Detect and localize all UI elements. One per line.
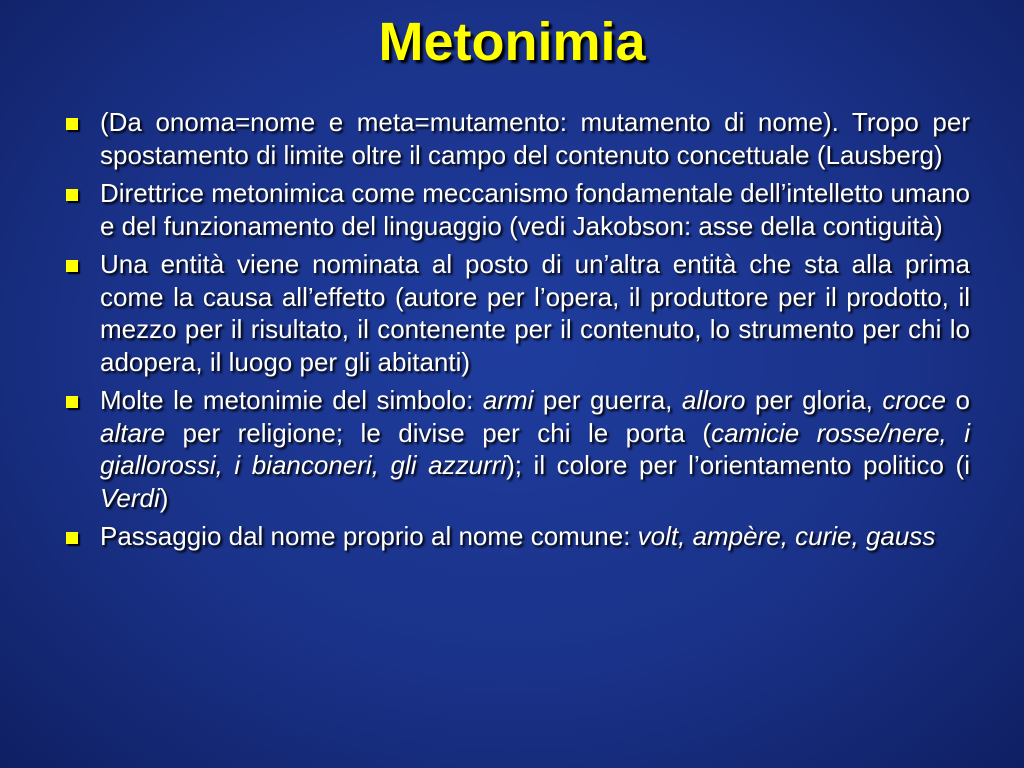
square-bullet-icon xyxy=(66,260,78,272)
bullet-text xyxy=(100,178,970,241)
bullet-segment-italic: volt, ampère, curie, gauss xyxy=(637,521,936,551)
bullet-item xyxy=(60,248,970,378)
bullet-item xyxy=(60,520,970,553)
bullet-segment: ) xyxy=(159,482,169,513)
bullet-text xyxy=(100,385,970,513)
square-bullet-icon xyxy=(66,396,78,408)
bullet-segment: Passaggio dal nome proprio al nome comune: xyxy=(100,521,638,551)
bullet-segment-italic: altare xyxy=(100,417,166,448)
bullet-segment: Molte le metonimie del simbolo: xyxy=(100,385,483,415)
bullet-text xyxy=(100,249,970,377)
bullet-segment: per religione; le divise per chi le porta ( xyxy=(165,417,712,448)
square-bullet-icon xyxy=(66,532,78,544)
bullet-segment: (Da onoma=nome e meta=mutamento: mutamento di nome). Tropo per spostamento di limite oltre il campo del contenuto concettuale (Lausberg) xyxy=(100,107,970,170)
bullet-segment-italic: Verdi xyxy=(100,482,160,513)
bullet-text xyxy=(100,107,970,170)
bullet-segment-italic: alloro xyxy=(681,385,746,415)
bullet-item xyxy=(60,177,970,242)
bullet-segment: o xyxy=(946,385,970,415)
slide-title: Metonimia xyxy=(378,12,646,72)
bullet-item xyxy=(60,384,970,514)
bullet-segment: Direttrice metonimica come meccanismo fondamentale dell’intelletto umano e del funzionamento del linguaggio (vedi Jakobson: asse della contiguità) xyxy=(100,178,970,241)
bullet-text xyxy=(100,521,935,551)
bullet-segment: per guerra, xyxy=(533,385,682,415)
bullet-segment-italic: croce xyxy=(882,385,946,415)
bullet-segment: Una entità viene nominata al posto di un’altra entità che sta alla prima come la causa all’effetto (autore per l’opera, il produttore per il prodotto, il mezzo per il risultato, il contenente per il contenuto, lo strumento per chi lo adopera, il luogo per gli abitanti) xyxy=(100,249,970,377)
bullet-item xyxy=(60,106,970,171)
bullet-segment: per gloria, xyxy=(745,385,883,415)
square-bullet-icon xyxy=(66,189,78,201)
bullet-segment-italic: armi xyxy=(482,385,534,415)
bullet-segment-italic: camicie rosse/nere, i giallorossi, i bianconeri, gli azzurri xyxy=(100,417,970,480)
square-bullet-icon xyxy=(66,118,78,130)
bullet-list xyxy=(60,106,970,553)
bullet-segment: ); il colore per l’orientamento politico (i xyxy=(506,450,970,480)
